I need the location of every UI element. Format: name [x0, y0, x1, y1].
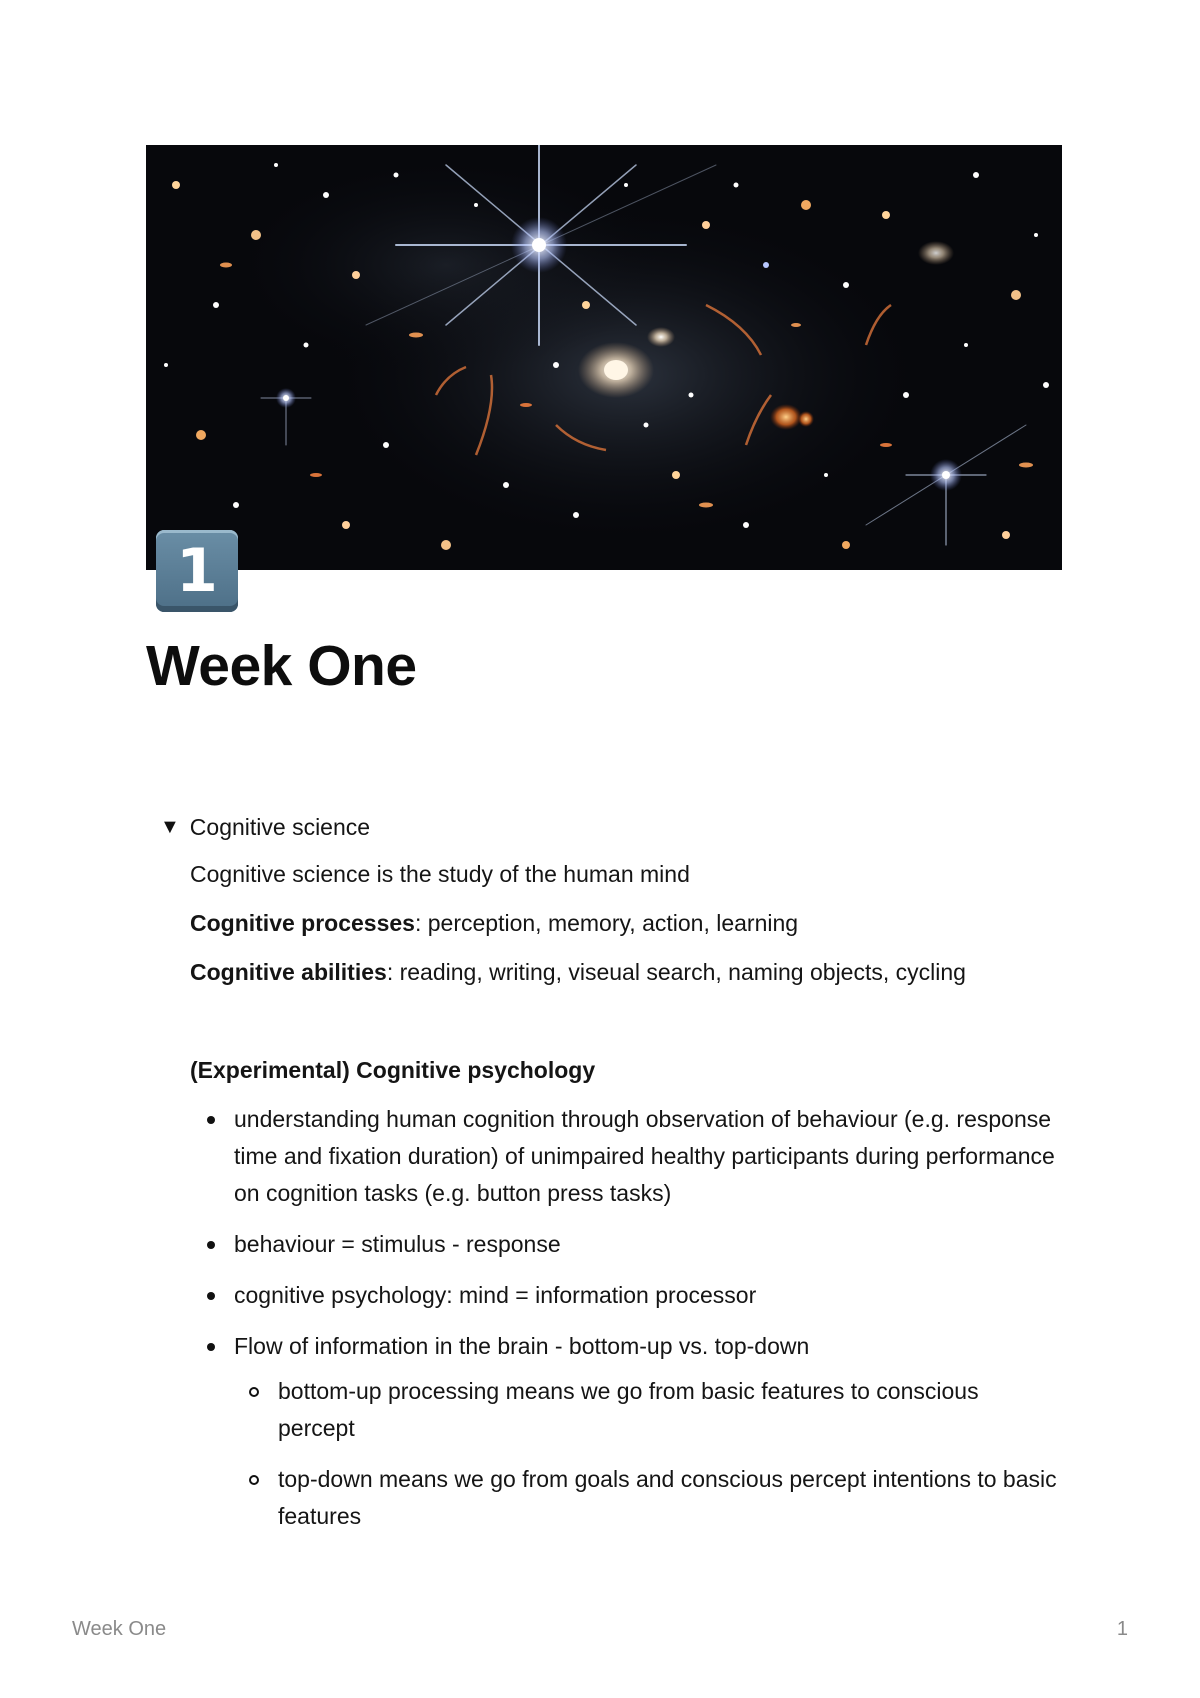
page-title: Week One — [146, 634, 417, 698]
sub-bullet-list — [234, 1373, 1060, 1535]
list-item-text: Flow of information in the brain - bottom-up vs. top-down — [234, 1333, 810, 1359]
toggle-header[interactable] — [160, 814, 1060, 841]
list-item: behaviour = stimulus - response — [190, 1226, 1060, 1263]
deep-field-space-image — [146, 145, 1062, 570]
abilities-label: Cognitive abilities — [190, 959, 387, 985]
bullet-list — [190, 1101, 1060, 1535]
abilities-text: : reading, writing, viseual search, naming objects, cycling — [386, 959, 966, 985]
keycap-one-icon — [156, 530, 238, 612]
list-item-with-children — [190, 1328, 1060, 1535]
footer-page-number: 1 — [1116, 1618, 1128, 1640]
sub-list-item: top-down means we go from goals and conscious percept intentions to basic features — [234, 1461, 1060, 1535]
toggle-body — [190, 859, 1060, 1535]
list-item: understanding human cognition through observation of behaviour (e.g. response time and fixation duration) of unimpaired healthy participants during performance on cognition tasks (e.g. button press tasks) — [190, 1101, 1060, 1212]
intro-paragraph: Cognitive science is the study of the human mind — [190, 861, 690, 887]
processes-text: : perception, memory, action, learning — [414, 910, 799, 936]
cover-image — [146, 145, 1062, 570]
sub-list-item: bottom-up processing means we go from basic features to conscious percept — [234, 1373, 1060, 1447]
section-heading: (Experimental) Cognitive psychology — [190, 1057, 596, 1083]
toggle-heading: Cognitive science — [189, 814, 371, 840]
footer-title: Week One — [72, 1618, 167, 1640]
processes-paragraph — [190, 908, 1060, 938]
triangle-down-icon[interactable]: ▼ — [160, 816, 180, 838]
processes-label: Cognitive processes — [190, 910, 415, 936]
toggle-block-cognitive-science — [160, 814, 1060, 1535]
page-icon-digit: 1 — [176, 536, 218, 606]
list-item: cognitive psychology: mind = information processor — [190, 1277, 1060, 1314]
abilities-paragraph — [190, 957, 1060, 987]
